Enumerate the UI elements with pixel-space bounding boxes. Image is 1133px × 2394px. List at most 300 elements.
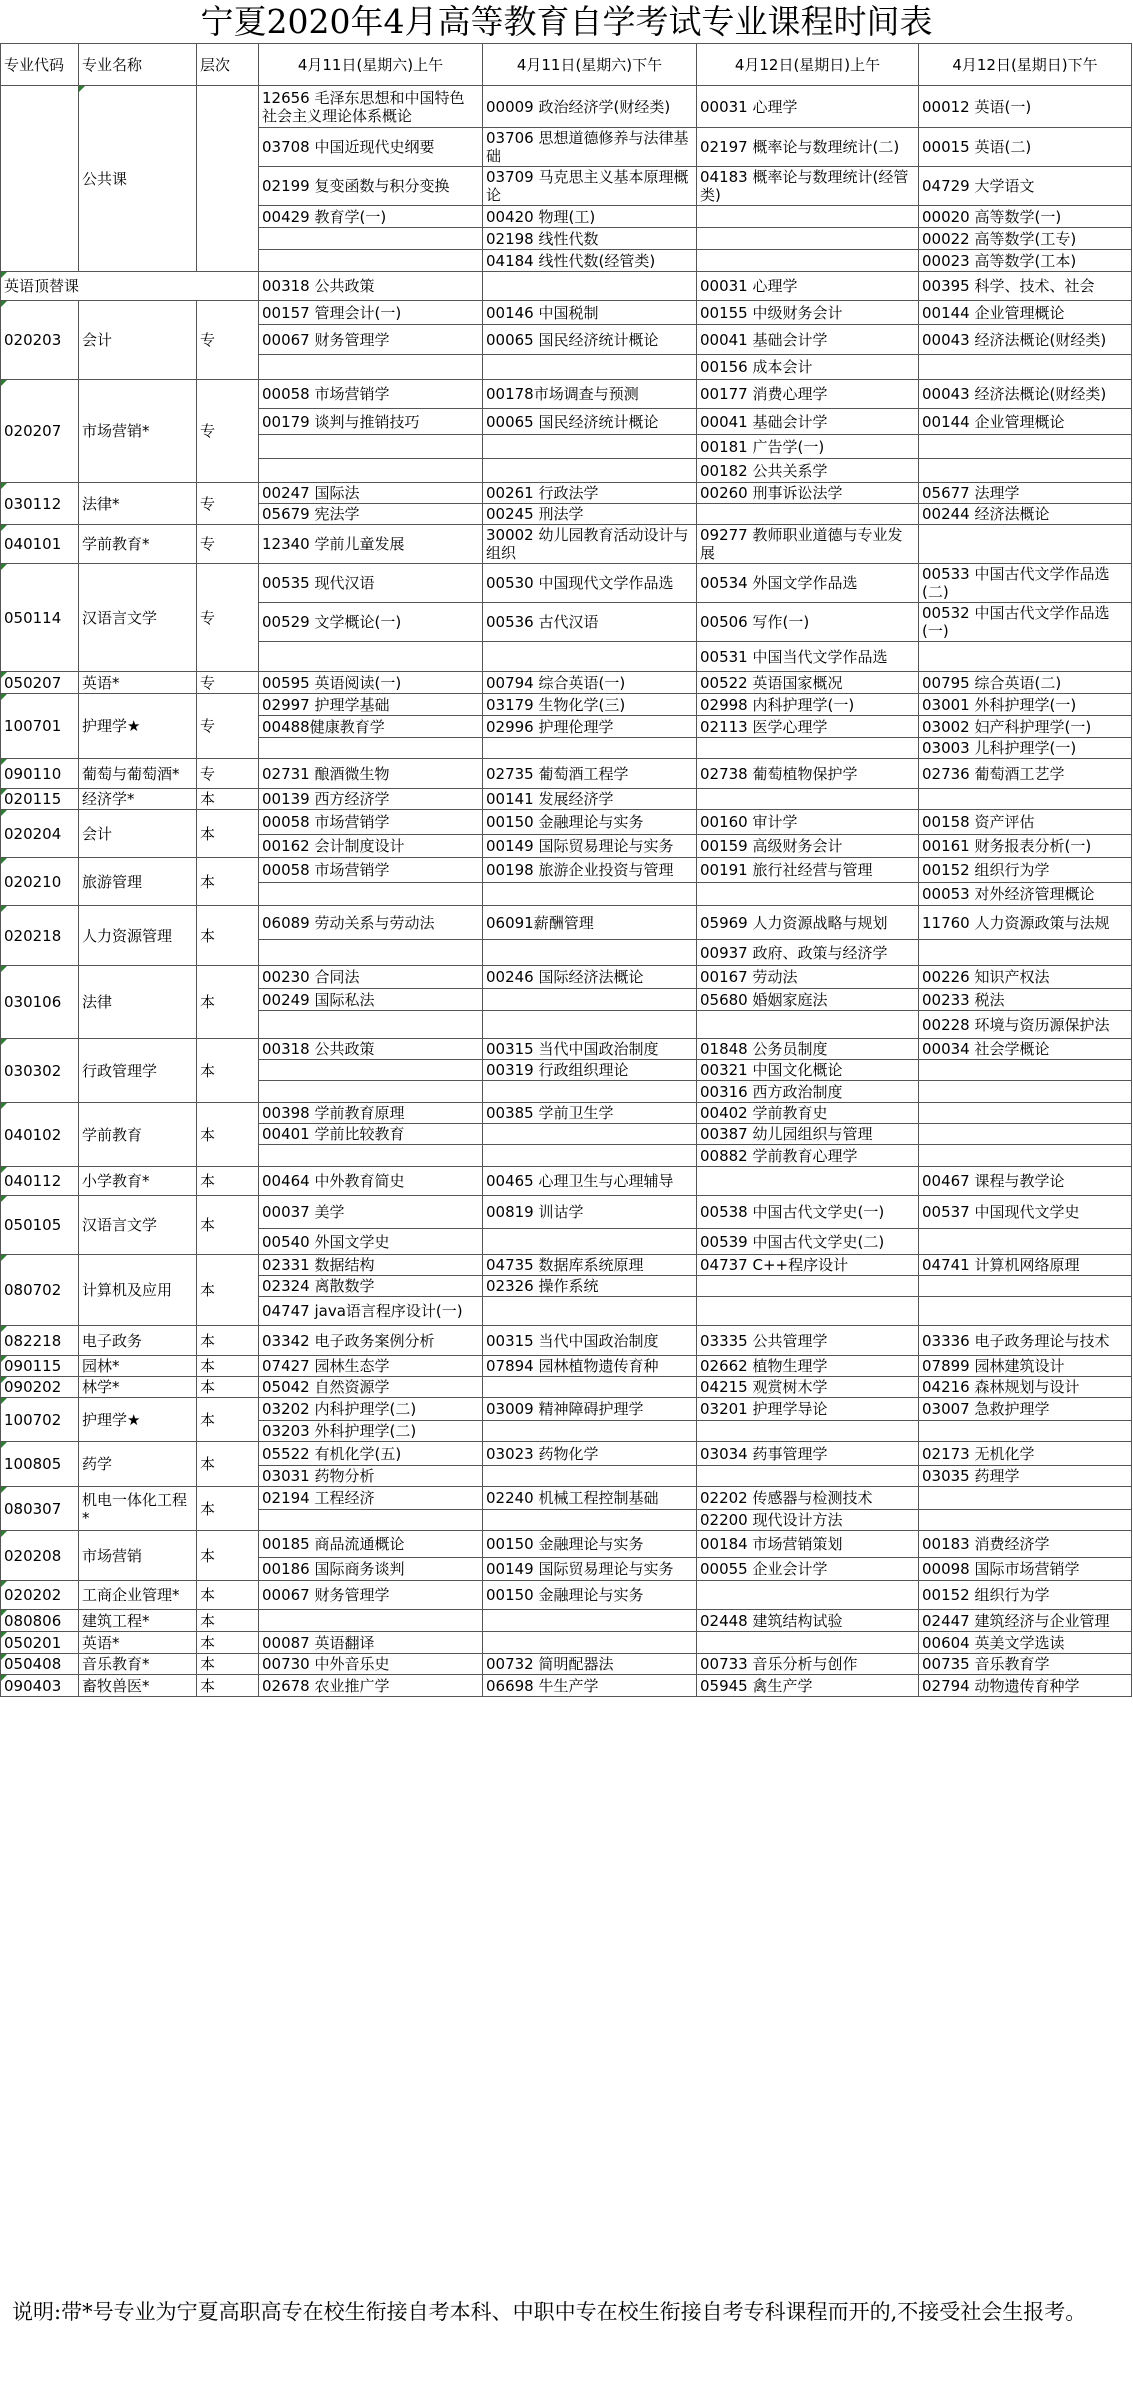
course-sun-am: 04215 观赏树木学	[697, 1377, 919, 1398]
course-sun-pm	[919, 1510, 1132, 1531]
course-sun-pm: 00537 中国现代文学史	[919, 1196, 1132, 1229]
major-name: 英语*	[79, 672, 197, 694]
course-sun-pm: 00020 高等数学(一)	[919, 206, 1132, 228]
course-sat-pm: 07894 园林植物遗传育种	[483, 1356, 697, 1377]
major-level: 本	[197, 1654, 259, 1675]
course-sun-pm	[919, 1421, 1132, 1442]
major-code: 050201	[1, 1632, 79, 1654]
course-sat-pm: 00819 训诂学	[483, 1196, 697, 1229]
course-sat-pm: 04735 数据库系统原理	[483, 1255, 697, 1276]
course-sun-am: 00181 广告学(一)	[697, 435, 919, 459]
course-sat-pm	[483, 1229, 697, 1255]
course-sat-pm	[483, 435, 697, 459]
course-sun-pm: 00053 对外经济管理概论	[919, 883, 1132, 906]
course-sat-am: 00058 市场营销学	[259, 810, 483, 835]
course-sat-am: 00139 西方经济学	[259, 789, 483, 810]
major-code: 020202	[1, 1581, 79, 1610]
table-row	[1, 694, 1132, 716]
course-sat-pm: 00141 发展经济学	[483, 789, 697, 810]
major-code: 040102	[1, 1103, 79, 1167]
header-sat-am: 4月11日(星期六)上午	[259, 44, 483, 86]
major-name: 市场营销	[79, 1531, 197, 1581]
major-name: 法律*	[79, 483, 197, 525]
course-sun-pm: 03001 外科护理学(一)	[919, 694, 1132, 716]
course-sun-pm	[919, 1297, 1132, 1326]
course-sat-am: 00058 市场营销学	[259, 380, 483, 409]
major-name: 音乐教育*	[79, 1654, 197, 1675]
table-row	[1, 525, 1132, 564]
course-sat-am: 00540 外国文学史	[259, 1229, 483, 1255]
major-code: 030112	[1, 483, 79, 525]
table-row	[1, 810, 1132, 835]
course-sat-pm	[483, 1011, 697, 1039]
course-sun-am: 00260 刑事诉讼法学	[697, 483, 919, 504]
course-sat-am	[259, 940, 483, 966]
course-sat-pm	[483, 883, 697, 906]
course-sat-am: 00464 中外教育简史	[259, 1167, 483, 1196]
table-row	[1, 1581, 1132, 1610]
course-sun-am	[697, 738, 919, 759]
course-sat-pm: 00465 心理卫生与心理辅导	[483, 1167, 697, 1196]
major-level: 专	[197, 672, 259, 694]
major-code: 040112	[1, 1167, 79, 1196]
course-sat-am	[259, 883, 483, 906]
table-row	[1, 86, 1132, 128]
course-sun-am: 00539 中国古代文学史(二)	[697, 1229, 919, 1255]
course-sat-am	[259, 459, 483, 483]
course-sat-am: 02731 酿酒微生物	[259, 759, 483, 789]
major-name: 会计	[79, 810, 197, 858]
major-code	[1, 86, 79, 272]
course-sun-am: 09277 教师职业道德与专业发展	[697, 525, 919, 564]
course-sun-am: 00321 中国文化概论	[697, 1060, 919, 1081]
course-sun-am: 00160 审计学	[697, 810, 919, 835]
major-code: 090110	[1, 759, 79, 789]
course-sun-pm	[919, 1124, 1132, 1145]
course-sat-pm: 00009 政治经济学(财经类)	[483, 86, 697, 128]
table-row	[1, 1196, 1132, 1229]
course-sat-pm	[483, 738, 697, 759]
course-sun-am: 03201 护理学导论	[697, 1398, 919, 1421]
major-name: 学前教育	[79, 1103, 197, 1167]
course-sun-pm	[919, 435, 1132, 459]
course-sun-pm: 02173 无机化学	[919, 1442, 1132, 1466]
major-code: 050408	[1, 1654, 79, 1675]
course-sat-am: 00247 国际法	[259, 483, 483, 504]
course-sat-pm	[483, 1124, 697, 1145]
course-sat-am: 00179 谈判与推销技巧	[259, 409, 483, 435]
course-sun-pm: 00098 国际市场营销学	[919, 1558, 1132, 1581]
schedule-table	[0, 43, 1132, 1697]
course-sun-pm	[919, 525, 1132, 564]
course-sat-am: 03031 药物分析	[259, 1466, 483, 1487]
major-level: 本	[197, 1398, 259, 1442]
course-sat-pm	[483, 1145, 697, 1167]
course-sun-pm: 00183 消费经济学	[919, 1531, 1132, 1558]
course-sat-pm: 03179 生物化学(三)	[483, 694, 697, 716]
course-sat-am: 00058 市场营销学	[259, 858, 483, 883]
course-sat-am: 02324 离散数学	[259, 1276, 483, 1297]
course-sun-pm: 00043 经济法概论(财经类)	[919, 380, 1132, 409]
course-sat-am: 00318 公共政策	[259, 1039, 483, 1060]
course-sat-pm: 00150 金融理论与实务	[483, 810, 697, 835]
table-row	[1, 1377, 1132, 1398]
major-name: 市场营销*	[79, 380, 197, 483]
header-code: 专业代码	[1, 44, 79, 86]
major-level: 专	[197, 564, 259, 672]
course-sat-pm: 00150 金融理论与实务	[483, 1531, 697, 1558]
course-sat-pm	[483, 1421, 697, 1442]
course-sat-am: 00087 英语翻译	[259, 1632, 483, 1654]
major-name: 护理学★	[79, 1398, 197, 1442]
course-sat-pm: 00065 国民经济统计概论	[483, 325, 697, 355]
course-sun-am: 02197 概率论与数理统计(二)	[697, 128, 919, 167]
course-sat-pm: 00245 刑法学	[483, 504, 697, 525]
course-sat-pm: 03709 马克思主义基本原理概论	[483, 167, 697, 206]
major-code: 020210	[1, 858, 79, 906]
table-row	[1, 858, 1132, 883]
course-sun-pm: 02794 动物遗传育种学	[919, 1675, 1132, 1697]
table-row	[1, 1039, 1132, 1060]
table-row	[1, 1487, 1132, 1510]
course-sat-pm: 00315 当代中国政治制度	[483, 1039, 697, 1060]
course-sun-pm: 04216 森林规划与设计	[919, 1377, 1132, 1398]
course-sun-pm	[919, 1487, 1132, 1510]
major-level: 本	[197, 1103, 259, 1167]
course-sun-pm: 00043 经济法概论(财经类)	[919, 325, 1132, 355]
course-sun-am	[697, 228, 919, 250]
course-sat-pm	[483, 355, 697, 380]
course-sun-pm: 02736 葡萄酒工艺学	[919, 759, 1132, 789]
course-sun-am: 00387 幼儿园组织与管理	[697, 1124, 919, 1145]
course-sun-am: 00041 基础会计学	[697, 325, 919, 355]
course-sun-am: 00882 学前教育心理学	[697, 1145, 919, 1167]
table-row	[1, 906, 1132, 940]
course-sun-pm: 04741 计算机网络原理	[919, 1255, 1132, 1276]
course-sat-pm: 00536 古代汉语	[483, 603, 697, 642]
major-code: 090202	[1, 1377, 79, 1398]
course-sat-pm: 00065 国民经济统计概论	[483, 409, 697, 435]
major-code: 030106	[1, 966, 79, 1039]
major-name: 学前教育*	[79, 525, 197, 564]
course-sun-am	[697, 1581, 919, 1610]
course-sun-pm: 00735 音乐教育学	[919, 1654, 1132, 1675]
course-sat-am: 00186 国际商务谈判	[259, 1558, 483, 1581]
course-sat-am	[259, 228, 483, 250]
course-sat-am: 12340 学前儿童发展	[259, 525, 483, 564]
course-sun-pm: 00152 组织行为学	[919, 1581, 1132, 1610]
table-row	[1, 966, 1132, 989]
course-sat-pm: 02996 护理伦理学	[483, 716, 697, 738]
major-level: 本	[197, 1255, 259, 1326]
table-row	[1, 672, 1132, 694]
course-sat-am: 05522 有机化学(五)	[259, 1442, 483, 1466]
major-code: 040101	[1, 525, 79, 564]
major-level: 本	[197, 858, 259, 906]
course-sun-pm: 02447 建筑经济与企业管理	[919, 1610, 1132, 1632]
course-sat-pm: 30002 幼儿园教育活动设计与组织	[483, 525, 697, 564]
course-sat-am: 06089 劳动关系与劳动法	[259, 906, 483, 940]
course-sat-am: 00398 学前教育原理	[259, 1103, 483, 1124]
course-sat-am: 07427 园林生态学	[259, 1356, 483, 1377]
table-row	[1, 789, 1132, 810]
major-code: 100701	[1, 694, 79, 759]
header-sat-pm: 4月11日(星期六)下午	[483, 44, 697, 86]
major-name: 经济学*	[79, 789, 197, 810]
course-sun-pm: 00244 经济法概论	[919, 504, 1132, 525]
course-sat-pm: 00150 金融理论与实务	[483, 1581, 697, 1610]
course-sat-pm: 02198 线性代数	[483, 228, 697, 250]
course-sun-pm	[919, 1276, 1132, 1297]
course-sun-pm: 00228 环境与资历源保护法	[919, 1011, 1132, 1039]
major-code: 090403	[1, 1675, 79, 1697]
course-sat-pm	[483, 1510, 697, 1531]
course-sun-am	[697, 1421, 919, 1442]
course-sat-pm	[483, 272, 697, 301]
course-sun-pm: 00395 科学、技术、社会	[919, 272, 1132, 301]
course-sun-am	[697, 504, 919, 525]
course-sat-am: 02331 数据结构	[259, 1255, 483, 1276]
course-sat-am: 05679 宪法学	[259, 504, 483, 525]
course-sun-am: 05680 婚姻家庭法	[697, 989, 919, 1011]
course-sat-am: 00401 学前比较教育	[259, 1124, 483, 1145]
course-sun-pm: 00604 英美文学选读	[919, 1632, 1132, 1654]
course-sun-pm: 03003 儿科护理学(一)	[919, 738, 1132, 759]
course-sat-pm: 00146 中国税制	[483, 301, 697, 325]
header-sun-am: 4月12日(星期日)上午	[697, 44, 919, 86]
course-sun-pm: 04729 大学语文	[919, 167, 1132, 206]
major-level: 本	[197, 966, 259, 1039]
course-sun-pm: 03336 电子政务理论与技术	[919, 1326, 1132, 1356]
course-sun-pm	[919, 789, 1132, 810]
course-sun-am: 03335 公共管理学	[697, 1326, 919, 1356]
major-code: 050207	[1, 672, 79, 694]
course-sun-am: 00531 中国当代文学作品选	[697, 642, 919, 672]
course-sat-pm	[483, 1466, 697, 1487]
major-code: 090115	[1, 1356, 79, 1377]
course-sun-am: 02662 植物生理学	[697, 1356, 919, 1377]
course-sat-pm: 03009 精神障碍护理学	[483, 1398, 697, 1421]
course-sat-pm: 02735 葡萄酒工程学	[483, 759, 697, 789]
table-row	[1, 1632, 1132, 1654]
course-sun-am: 00159 高级财务会计	[697, 835, 919, 858]
course-sat-am	[259, 1610, 483, 1632]
course-sun-am: 00031 心理学	[697, 86, 919, 128]
header-level: 层次	[197, 44, 259, 86]
table-row	[1, 1398, 1132, 1421]
course-sat-pm: 00420 物理(工)	[483, 206, 697, 228]
major-code: 080307	[1, 1487, 79, 1531]
course-sat-pm: 02240 机械工程控制基础	[483, 1487, 697, 1510]
course-sat-am: 00185 商品流通概论	[259, 1531, 483, 1558]
course-sun-am: 00167 劳动法	[697, 966, 919, 989]
table-row	[1, 380, 1132, 409]
table-row	[1, 1255, 1132, 1276]
course-sat-pm: 02326 操作系统	[483, 1276, 697, 1297]
course-sun-pm: 00226 知识产权法	[919, 966, 1132, 989]
course-sat-am: 00429 教育学(一)	[259, 206, 483, 228]
course-sat-pm: 04184 线性代数(经管类)	[483, 250, 697, 272]
major-name: 人力资源管理	[79, 906, 197, 966]
course-sun-am: 03034 药事管理学	[697, 1442, 919, 1466]
course-sat-am: 03342 电子政务案例分析	[259, 1326, 483, 1356]
course-sat-pm: 00794 综合英语(一)	[483, 672, 697, 694]
course-sat-pm: 00315 当代中国政治制度	[483, 1326, 697, 1356]
course-sun-pm	[919, 940, 1132, 966]
course-sat-am	[259, 642, 483, 672]
major-level: 专	[197, 525, 259, 564]
course-sat-am: 12656 毛泽东思想和中国特色社会主义理论体系概论	[259, 86, 483, 128]
course-sun-pm: 00158 资产评估	[919, 810, 1132, 835]
course-sat-am: 05042 自然资源学	[259, 1377, 483, 1398]
course-sun-pm: 05677 法理学	[919, 483, 1132, 504]
major-level: 本	[197, 1326, 259, 1356]
course-sat-am	[259, 1060, 483, 1081]
course-sun-am: 00506 写作(一)	[697, 603, 919, 642]
major-code: 英语顶替课	[1, 272, 259, 301]
course-sun-am	[697, 1297, 919, 1326]
course-sat-pm: 00261 行政法学	[483, 483, 697, 504]
major-code: 030302	[1, 1039, 79, 1103]
table-row	[1, 483, 1132, 504]
course-sun-pm	[919, 459, 1132, 483]
course-sun-pm: 00795 综合英语(二)	[919, 672, 1132, 694]
major-level: 专	[197, 694, 259, 759]
course-sun-pm: 11760 人力资源政策与法规	[919, 906, 1132, 940]
course-sat-pm	[483, 459, 697, 483]
course-sat-am: 02199 复变函数与积分变换	[259, 167, 483, 206]
page-title: 宁夏2020年4月高等教育自学考试专业课程时间表	[200, 2, 933, 41]
major-name: 葡萄与葡萄酒*	[79, 759, 197, 789]
course-sat-pm: 00319 行政组织理论	[483, 1060, 697, 1081]
course-sat-am: 00230 合同法	[259, 966, 483, 989]
major-code: 020115	[1, 789, 79, 810]
major-code: 020203	[1, 301, 79, 380]
table-row	[1, 1442, 1132, 1466]
major-code: 050114	[1, 564, 79, 672]
course-sun-am	[697, 1632, 919, 1654]
course-sat-pm	[483, 1081, 697, 1103]
major-code: 100702	[1, 1398, 79, 1442]
course-sun-am: 02738 葡萄植物保护学	[697, 759, 919, 789]
course-sat-am	[259, 250, 483, 272]
course-sat-am: 03203 外科护理学(二)	[259, 1421, 483, 1442]
major-level: 本	[197, 1356, 259, 1377]
course-sun-am: 00937 政府、政策与经济学	[697, 940, 919, 966]
course-sun-am: 00177 消费心理学	[697, 380, 919, 409]
course-sat-am: 04747 java语言程序设计(一)	[259, 1297, 483, 1326]
course-sat-pm: 00732 简明配器法	[483, 1654, 697, 1675]
major-level: 专	[197, 759, 259, 789]
course-sun-am: 00534 外国文学作品选	[697, 564, 919, 603]
course-sat-am: 00249 国际私法	[259, 989, 483, 1011]
course-sun-am: 00155 中级财务会计	[697, 301, 919, 325]
major-level: 本	[197, 1377, 259, 1398]
major-level: 本	[197, 1610, 259, 1632]
major-code: 050105	[1, 1196, 79, 1255]
table-row	[1, 1326, 1132, 1356]
course-sun-pm: 03007 急救护理学	[919, 1398, 1132, 1421]
course-sun-pm: 00012 英语(一)	[919, 86, 1132, 128]
course-sun-pm	[919, 642, 1132, 672]
course-sun-pm: 03035 药理学	[919, 1466, 1132, 1487]
major-code: 100805	[1, 1442, 79, 1487]
course-sun-am	[697, 250, 919, 272]
course-sat-pm	[483, 989, 697, 1011]
course-sat-pm	[483, 1632, 697, 1654]
major-name: 公共课	[79, 86, 197, 272]
major-level: 本	[197, 906, 259, 966]
course-sat-am: 00067 财务管理学	[259, 325, 483, 355]
course-sun-am: 00182 公共关系学	[697, 459, 919, 483]
course-sat-am: 02997 护理学基础	[259, 694, 483, 716]
course-sat-am: 00037 美学	[259, 1196, 483, 1229]
major-level: 本	[197, 1675, 259, 1697]
course-sat-am: 00595 英语阅读(一)	[259, 672, 483, 694]
course-sun-am	[697, 883, 919, 906]
header-name: 专业名称	[79, 44, 197, 86]
course-sat-am: 00157 管理会计(一)	[259, 301, 483, 325]
course-sat-am	[259, 435, 483, 459]
course-sun-am: 02200 现代设计方法	[697, 1510, 919, 1531]
course-sun-am: 00538 中国古代文学史(一)	[697, 1196, 919, 1229]
course-sat-am	[259, 1510, 483, 1531]
course-sat-pm	[483, 940, 697, 966]
course-sun-am: 05969 人力资源战略与规划	[697, 906, 919, 940]
major-code: 020218	[1, 906, 79, 966]
major-name: 药学	[79, 1442, 197, 1487]
course-sun-am: 00184 市场营销策划	[697, 1531, 919, 1558]
header-sun-pm: 4月12日(星期日)下午	[919, 44, 1132, 86]
major-name: 电子政务	[79, 1326, 197, 1356]
table-row	[1, 1356, 1132, 1377]
course-sat-pm	[483, 1610, 697, 1632]
table-row	[1, 272, 1132, 301]
course-sat-pm	[483, 1297, 697, 1326]
course-sat-am: 00730 中外音乐史	[259, 1654, 483, 1675]
course-sat-am: 02678 农业推广学	[259, 1675, 483, 1697]
major-level	[197, 86, 259, 272]
header-row	[1, 44, 1132, 86]
course-sat-pm: 00246 国际经济法概论	[483, 966, 697, 989]
course-sun-pm: 00144 企业管理概论	[919, 409, 1132, 435]
major-code: 080702	[1, 1255, 79, 1326]
course-sun-am: 00031 心理学	[697, 272, 919, 301]
course-sun-am: 04183 概率论与数理统计(经管类)	[697, 167, 919, 206]
course-sun-am: 00156 成本会计	[697, 355, 919, 380]
course-sun-am: 00402 学前教育史	[697, 1103, 919, 1124]
major-level: 本	[197, 1442, 259, 1487]
course-sun-pm	[919, 1103, 1132, 1124]
course-sun-am: 01848 公务员制度	[697, 1039, 919, 1060]
major-level: 本	[197, 1632, 259, 1654]
course-sat-pm	[483, 642, 697, 672]
major-name: 建筑工程*	[79, 1610, 197, 1632]
course-sun-pm: 00015 英语(二)	[919, 128, 1132, 167]
major-level: 本	[197, 810, 259, 858]
course-sun-pm: 00022 高等数学(工专)	[919, 228, 1132, 250]
major-name: 计算机及应用	[79, 1255, 197, 1326]
course-sun-pm: 03002 妇产科护理学(一)	[919, 716, 1132, 738]
major-name: 英语*	[79, 1632, 197, 1654]
table-row	[1, 301, 1132, 325]
major-name: 工商企业管理*	[79, 1581, 197, 1610]
major-level: 本	[197, 1581, 259, 1610]
course-sat-am	[259, 1145, 483, 1167]
major-name: 机电一体化工程*	[79, 1487, 197, 1531]
course-sat-pm: 00178市场调查与预测	[483, 380, 697, 409]
major-level: 专	[197, 301, 259, 380]
